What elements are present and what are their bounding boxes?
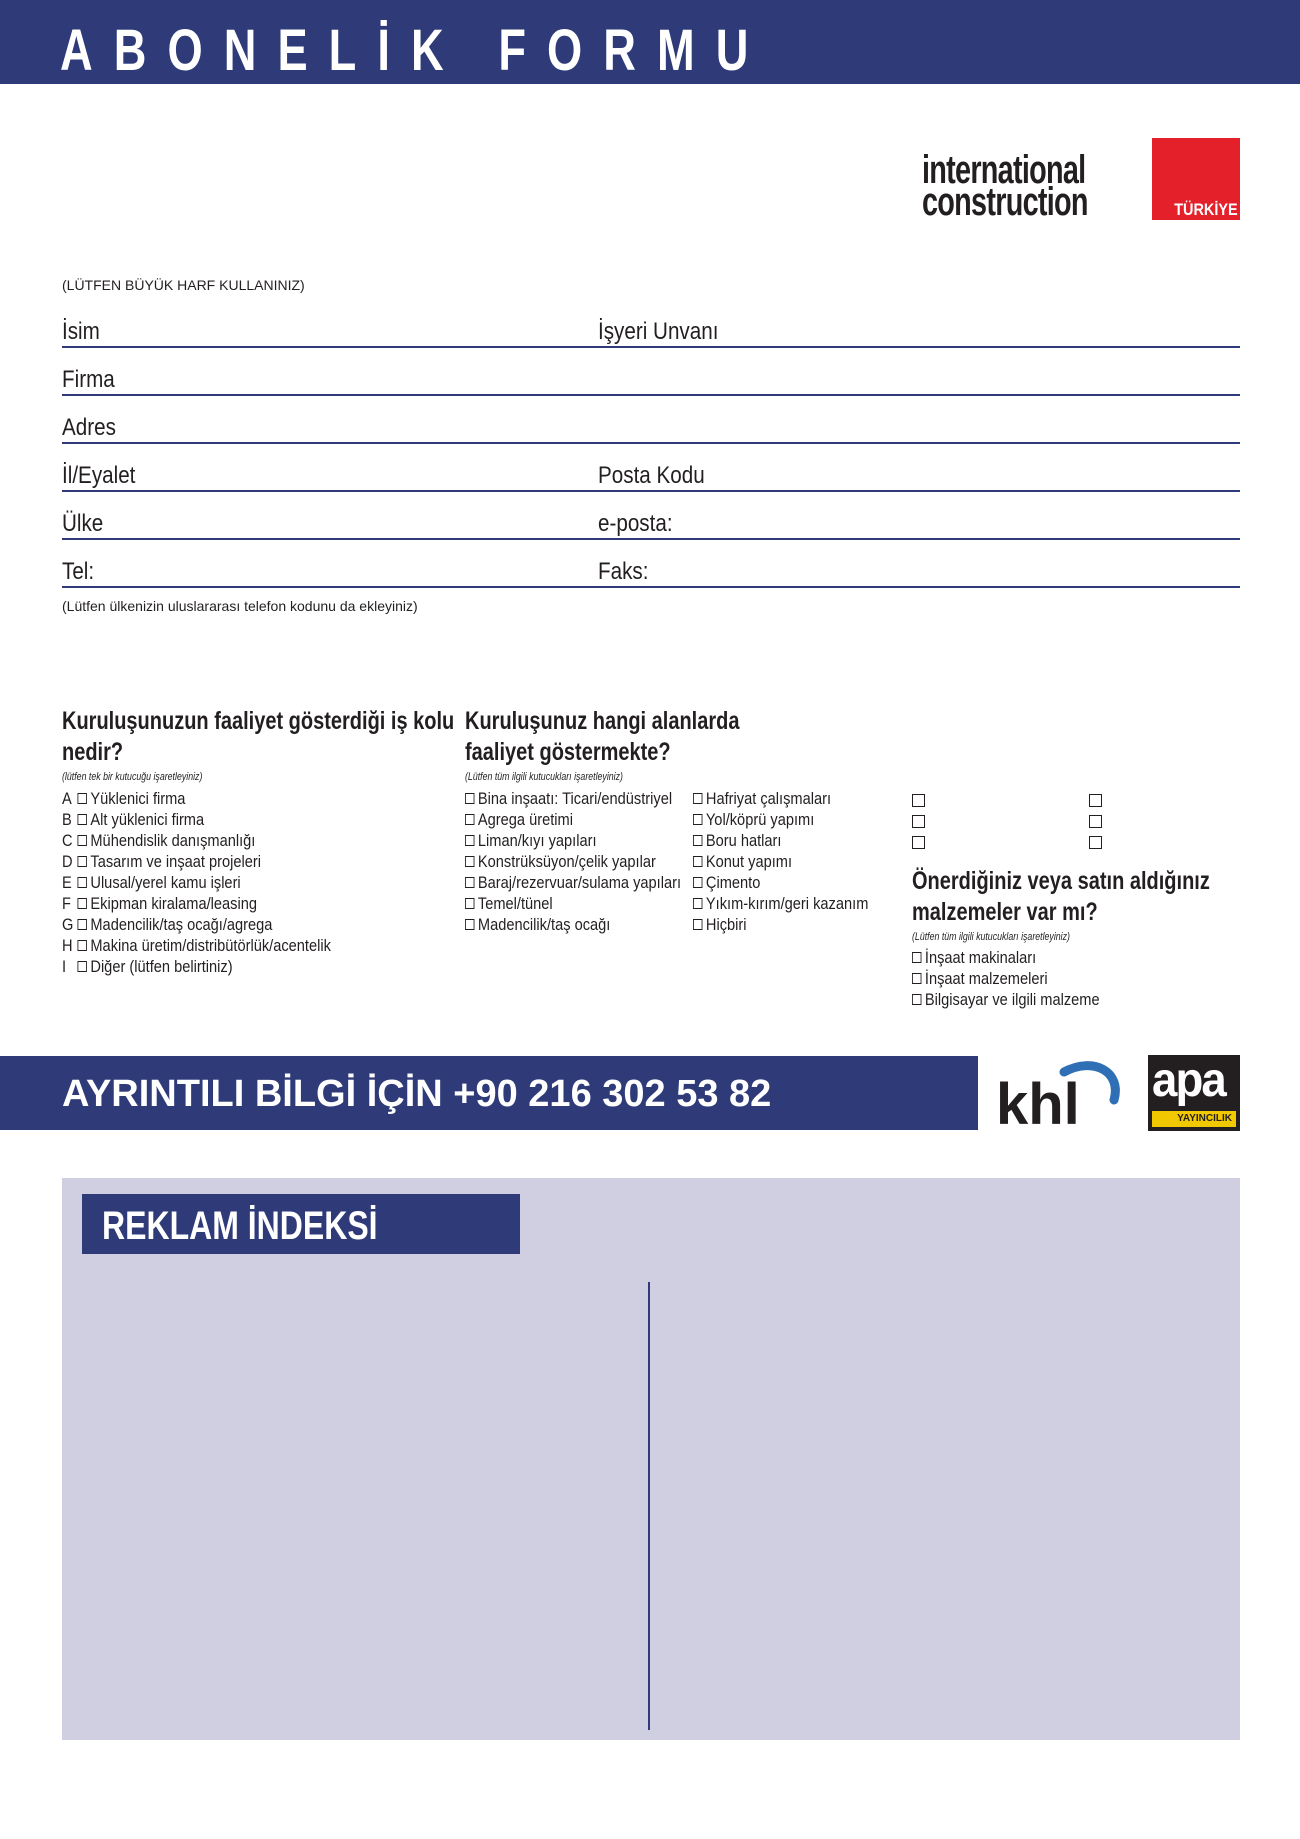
q2-option[interactable] bbox=[693, 893, 868, 914]
checkbox[interactable] bbox=[77, 856, 86, 867]
option-label: Diğer (lütfen belirtiniz) bbox=[90, 957, 233, 976]
option-label: Madencilik/taş ocağı/agrega bbox=[90, 915, 273, 934]
ad-index-title: REKLAM İNDEKSİ bbox=[102, 1204, 378, 1248]
checkbox[interactable] bbox=[465, 898, 474, 909]
option-label: Konut yapımı bbox=[705, 852, 793, 871]
checkbox[interactable] bbox=[693, 814, 702, 825]
q3-heading bbox=[912, 866, 1210, 928]
checkbox[interactable] bbox=[693, 793, 702, 804]
option-letter: F bbox=[62, 894, 71, 913]
q1-option[interactable] bbox=[62, 788, 185, 809]
q2-option[interactable] bbox=[693, 851, 792, 872]
q2-option[interactable] bbox=[465, 788, 672, 809]
page-title: ABONELİK FORMU bbox=[60, 18, 770, 83]
option-label: Agrega üretimi bbox=[477, 810, 573, 829]
ad-index-title-bar bbox=[82, 1194, 520, 1254]
logo-badge: TÜRKİYE bbox=[1174, 200, 1238, 219]
q1-hint: (lütfen tek bir kutucuğu işaretleyiniz) bbox=[62, 771, 203, 783]
q3-option[interactable] bbox=[912, 947, 1036, 968]
checkbox[interactable] bbox=[77, 835, 86, 846]
option-letter: D bbox=[62, 852, 73, 871]
checkbox[interactable] bbox=[693, 919, 702, 930]
q2-option[interactable] bbox=[465, 830, 597, 851]
adres-line[interactable] bbox=[62, 442, 1240, 444]
checkbox[interactable] bbox=[77, 919, 86, 930]
q1-heading-line2: nedir? bbox=[62, 738, 124, 766]
checkbox[interactable] bbox=[77, 961, 86, 972]
q2-option[interactable] bbox=[693, 914, 747, 935]
q2-option[interactable] bbox=[693, 788, 831, 809]
option-label: Makina üretim/distribütörlük/acentelik bbox=[90, 936, 331, 955]
option-label: Hiçbiri bbox=[705, 915, 747, 934]
checkbox[interactable] bbox=[912, 794, 925, 807]
q1-option[interactable] bbox=[62, 956, 233, 977]
q1-option[interactable] bbox=[62, 830, 255, 851]
panel-divider bbox=[648, 1282, 650, 1730]
checkbox[interactable] bbox=[465, 835, 474, 846]
checkbox[interactable] bbox=[465, 814, 474, 825]
ad-index-panel bbox=[62, 1178, 1240, 1740]
q1-option[interactable] bbox=[62, 851, 261, 872]
option-label: Madencilik/taş ocağı bbox=[477, 915, 611, 934]
q2-option[interactable] bbox=[693, 830, 781, 851]
option-label: Yıkım-kırım/geri kazanım bbox=[705, 894, 869, 913]
q2-hint: (Lütfen tüm ilgili kutucukları işaretleyiniz) bbox=[465, 771, 623, 783]
ulke-line[interactable] bbox=[62, 538, 1240, 540]
option-label: Liman/kıyı yapıları bbox=[477, 831, 597, 850]
checkbox[interactable] bbox=[77, 877, 86, 888]
title-bar bbox=[0, 0, 1300, 84]
checkbox[interactable] bbox=[1089, 794, 1102, 807]
checkbox[interactable] bbox=[465, 793, 474, 804]
contact-text: AYRINTILI BİLGİ İÇİN +90 216 302 53 82 bbox=[62, 1073, 772, 1115]
q2-option[interactable] bbox=[465, 893, 553, 914]
checkbox[interactable] bbox=[912, 952, 921, 963]
option-label: İnşaat malzemeleri bbox=[924, 969, 1048, 988]
adres-label: Adres bbox=[62, 414, 116, 441]
q2-option[interactable] bbox=[465, 914, 610, 935]
q2-heading bbox=[465, 706, 739, 768]
q1-heading bbox=[62, 706, 454, 768]
phone-note: (Lütfen ülkenizin uluslararası telefon kodunu da ekleyiniz) bbox=[62, 598, 418, 614]
option-label: Yol/köprü yapımı bbox=[705, 810, 815, 829]
option-label: Temel/tünel bbox=[477, 894, 553, 913]
apa-logo bbox=[1148, 1055, 1240, 1131]
q3-hint: (Lütfen tüm ilgili kutucukları işaretleyiniz) bbox=[912, 931, 1070, 943]
khl-logo bbox=[994, 1054, 1120, 1130]
q2-heading-line2: faaliyet göstermekte? bbox=[465, 738, 671, 766]
option-label: Bina inşaatı: Ticari/endüstriyel bbox=[477, 789, 673, 808]
checkbox[interactable] bbox=[465, 856, 474, 867]
option-label: Konstrüksüyon/çelik yapılar bbox=[477, 852, 656, 871]
option-letter: G bbox=[62, 915, 74, 934]
option-label: Hafriyat çalışmaları bbox=[705, 789, 832, 808]
checkbox[interactable] bbox=[465, 877, 474, 888]
checkbox[interactable] bbox=[77, 793, 86, 804]
option-label: Ulusal/yerel kamu işleri bbox=[90, 873, 241, 892]
checkbox[interactable] bbox=[465, 919, 474, 930]
option-label: Alt yüklenici firma bbox=[90, 810, 205, 829]
q2-option[interactable] bbox=[465, 809, 573, 830]
ulke-label: Ülke bbox=[62, 510, 104, 537]
option-letter: H bbox=[62, 936, 73, 955]
q1-option[interactable] bbox=[62, 809, 204, 830]
firma-line[interactable] bbox=[62, 394, 1240, 396]
faks-label: Faks: bbox=[598, 558, 649, 585]
checkbox[interactable] bbox=[912, 815, 925, 828]
option-letter: A bbox=[62, 789, 72, 808]
q1-option[interactable] bbox=[62, 914, 272, 935]
checkbox[interactable] bbox=[77, 814, 86, 825]
option-letter: C bbox=[62, 831, 73, 850]
il-line[interactable] bbox=[62, 490, 1240, 492]
checkbox[interactable] bbox=[912, 836, 925, 849]
q2-option[interactable] bbox=[693, 809, 814, 830]
option-letter: E bbox=[62, 873, 72, 892]
checkbox[interactable] bbox=[912, 994, 921, 1005]
q1-option[interactable] bbox=[62, 893, 257, 914]
q1-option[interactable] bbox=[62, 872, 241, 893]
q2-heading-line1: Kuruluşunuz hangi alanlarda bbox=[465, 707, 740, 735]
q1-option[interactable] bbox=[62, 935, 331, 956]
q2-option[interactable] bbox=[465, 851, 656, 872]
apa-text: apa bbox=[1152, 1054, 1225, 1107]
option-label: Tasarım ve inşaat projeleri bbox=[90, 852, 262, 871]
logo-line2: construction bbox=[922, 180, 1088, 224]
q2-option[interactable] bbox=[465, 872, 681, 893]
caps-note: (LÜTFEN BÜYÜK HARF KULLANINIZ) bbox=[62, 277, 305, 293]
tel-label: Tel: bbox=[62, 558, 95, 585]
isim-line[interactable] bbox=[62, 346, 1240, 348]
checkbox[interactable] bbox=[693, 856, 702, 867]
checkbox[interactable] bbox=[1089, 836, 1102, 849]
q3-heading-line2: malzemeler var mı? bbox=[912, 898, 1098, 926]
il-eyalet-label: İl/Eyalet bbox=[62, 462, 136, 489]
posta-kodu-label: Posta Kodu bbox=[598, 462, 705, 489]
q1-heading-line1: Kuruluşunuzun faaliyet gösterdiği iş kolu bbox=[62, 707, 455, 735]
international-construction-logo bbox=[922, 138, 1240, 224]
q3-option[interactable] bbox=[912, 968, 1048, 989]
isim-label: İsim bbox=[62, 318, 100, 345]
option-label: Bilgisayar ve ilgili malzeme bbox=[924, 990, 1100, 1009]
apa-subtitle: YAYINCILIK bbox=[1152, 1111, 1236, 1127]
option-label: Çimento bbox=[705, 873, 761, 892]
contact-bar bbox=[0, 1056, 978, 1130]
checkbox[interactable] bbox=[77, 898, 86, 909]
q3-heading-line1: Önerdiğiniz veya satın aldığınız bbox=[912, 867, 1210, 895]
tel-line[interactable] bbox=[62, 586, 1240, 588]
checkbox[interactable] bbox=[1089, 815, 1102, 828]
option-letter: B bbox=[62, 810, 72, 829]
checkbox[interactable] bbox=[693, 877, 702, 888]
option-label: İnşaat makinaları bbox=[924, 948, 1037, 967]
q2-option[interactable] bbox=[693, 872, 760, 893]
option-label: Boru hatları bbox=[705, 831, 782, 850]
logo-line1: international bbox=[922, 148, 1086, 192]
checkbox[interactable] bbox=[912, 973, 921, 984]
isyeri-unvani-label: İşyeri Unvanı bbox=[598, 318, 719, 345]
khl-text: khl bbox=[996, 1072, 1080, 1130]
firma-label: Firma bbox=[62, 366, 115, 393]
checkbox[interactable] bbox=[693, 898, 702, 909]
checkbox[interactable] bbox=[693, 835, 702, 846]
option-label: Mühendislik danışmanlığı bbox=[90, 831, 256, 850]
option-letter: I bbox=[62, 957, 67, 976]
option-label: Ekipman kiralama/leasing bbox=[90, 894, 257, 913]
option-label: Yüklenici firma bbox=[90, 789, 186, 808]
checkbox[interactable] bbox=[77, 940, 86, 951]
e-posta-label: e-posta: bbox=[598, 510, 673, 537]
q3-option[interactable] bbox=[912, 989, 1100, 1010]
option-label: Baraj/rezervuar/sulama yapıları bbox=[477, 873, 682, 892]
